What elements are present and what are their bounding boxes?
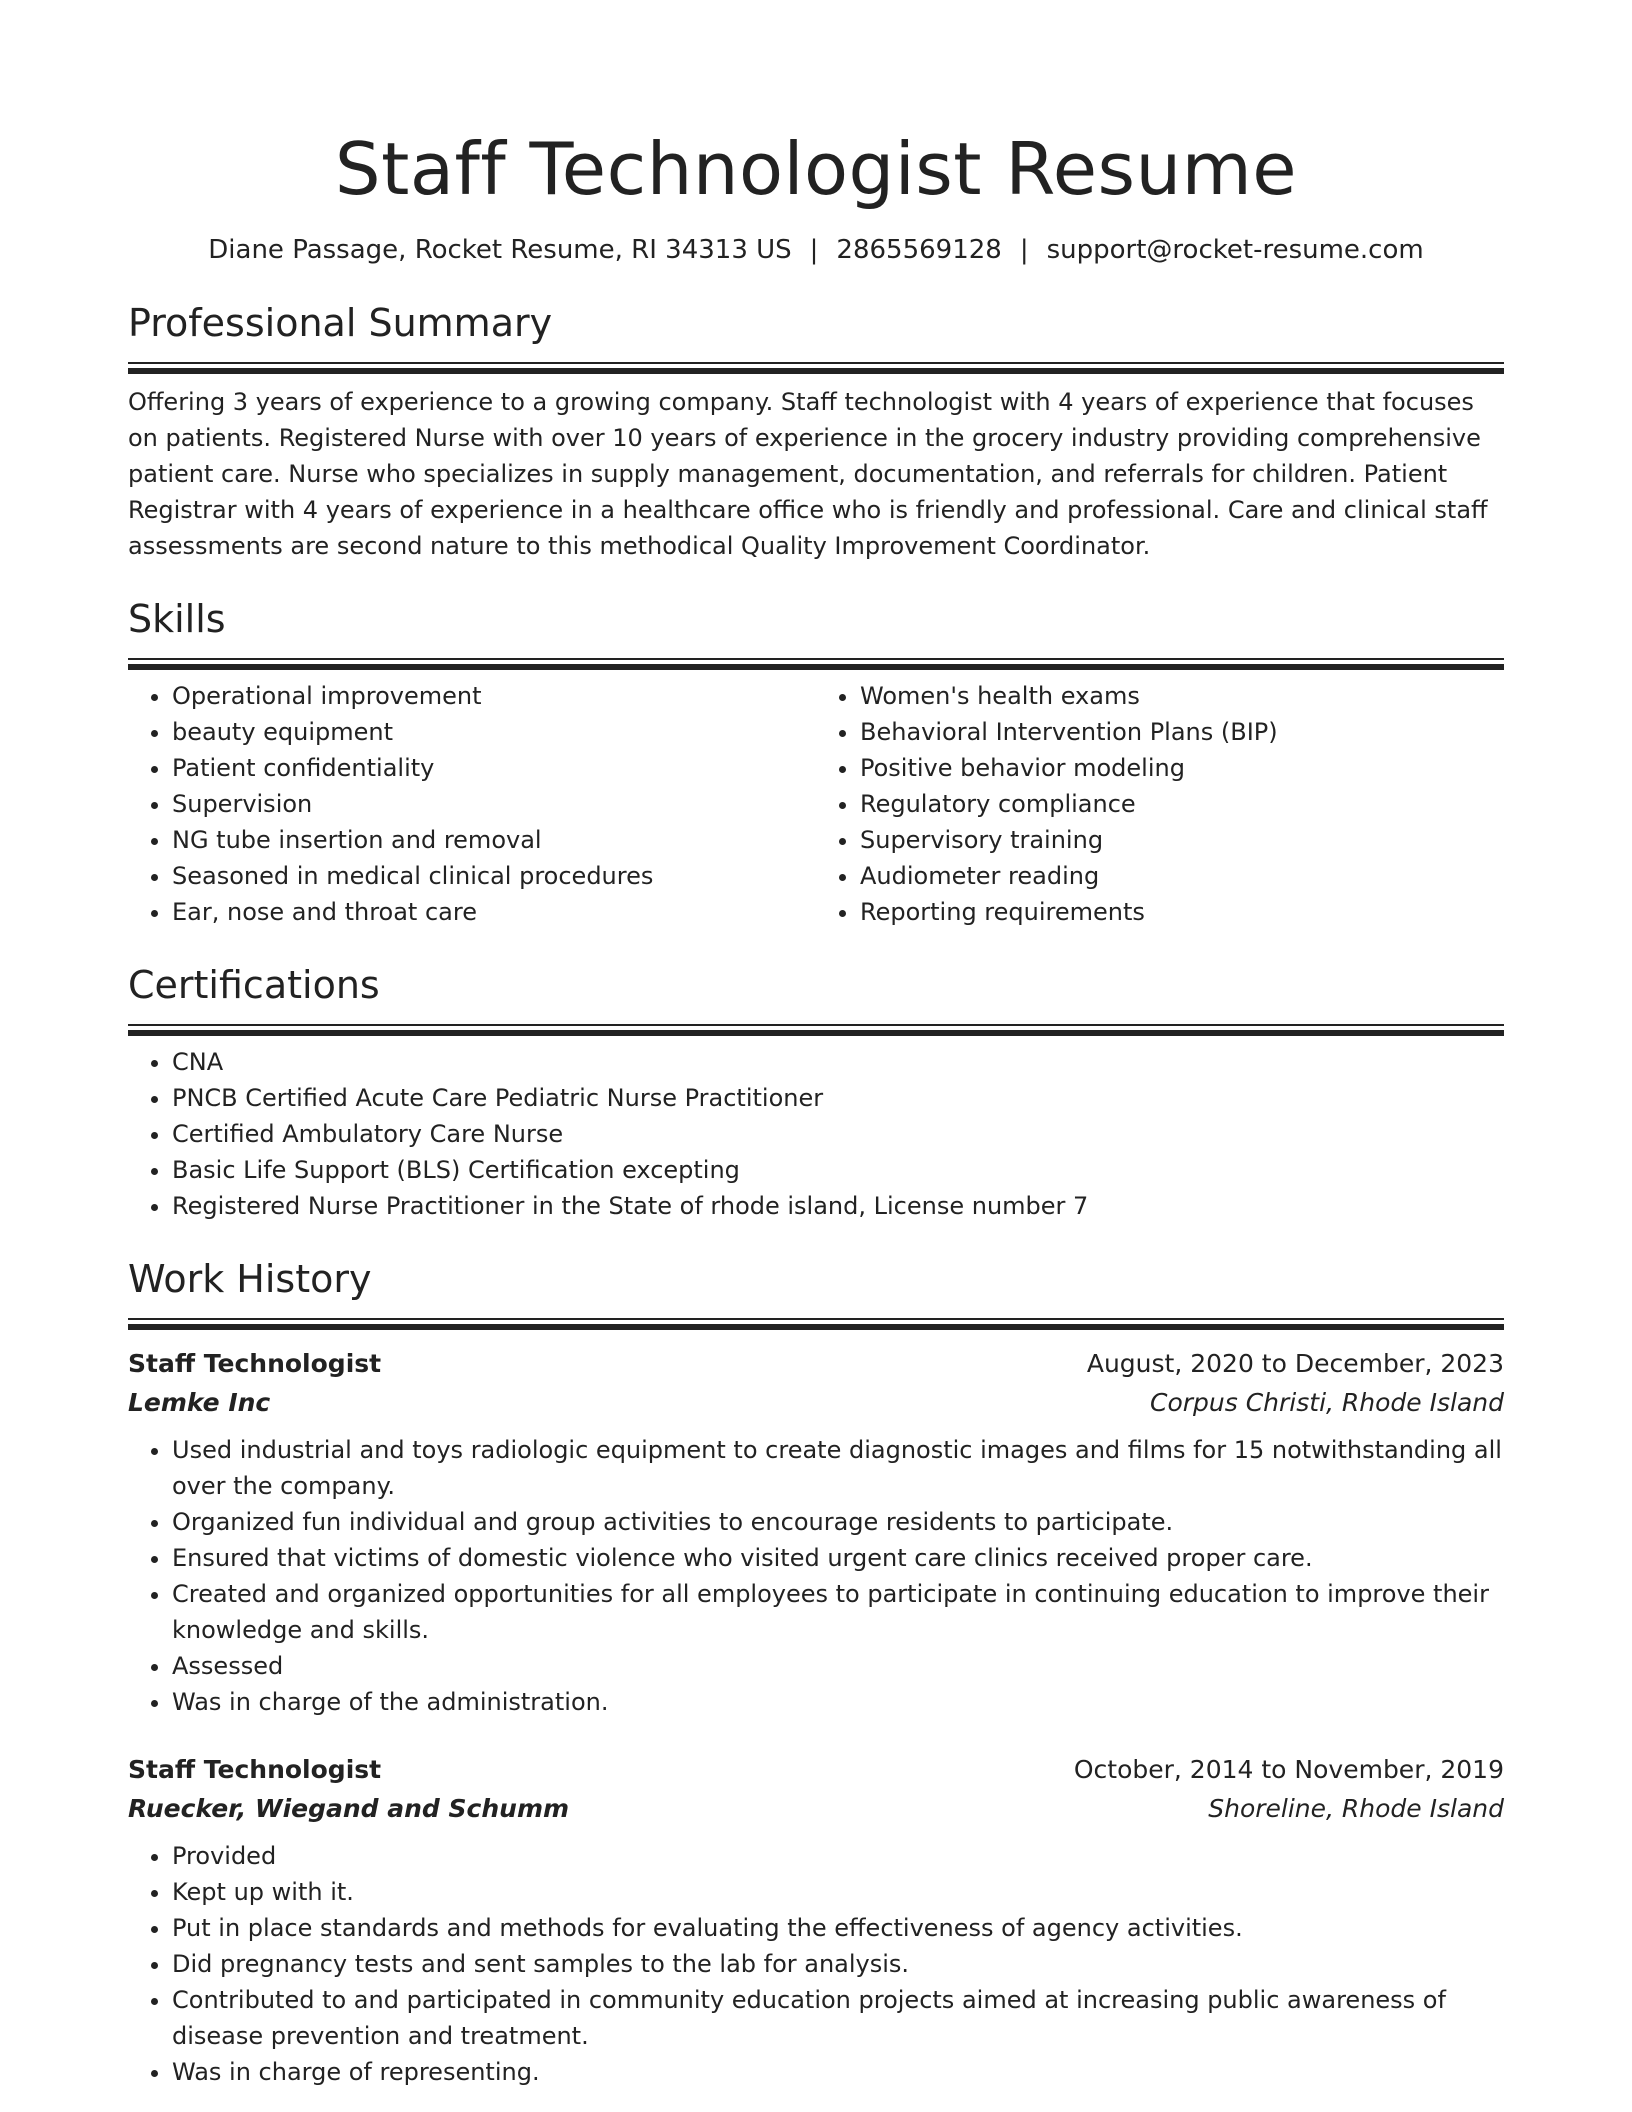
certifications-section: [128, 960, 1504, 1224]
certification-item: • Basic Life Support (BLS) Certification excepting: [172, 1152, 1504, 1188]
job-location: Corpus Christi, Rhode Island: [1150, 1388, 1504, 1417]
job-bullet: • Assessed: [172, 1648, 1504, 1684]
job-company: Lemke Inc: [128, 1388, 271, 1417]
skill-item: • Supervisory training: [860, 822, 1504, 858]
job-bullets: [128, 1432, 1504, 1720]
job-bullet: • Provided: [172, 1838, 1504, 1874]
contact-address: Diane Passage, Rocket Resume, RI 34313 US: [208, 235, 792, 265]
job-bullet: • Was in charge of representing.: [172, 2054, 1504, 2090]
skill-item: • Reporting requirements: [860, 894, 1504, 930]
skills-list-right: [816, 678, 1504, 930]
skill-item: • Patient confidentiality: [172, 750, 816, 786]
skill-item: • Operational improvement: [172, 678, 816, 714]
summary-text: Offering 3 years of experience to a growing company. Staff technologist with 4 years of experience that focuses on patients. Registered Nurse with over 10 years of experience in the grocery industry providing comprehensive patient care. Nurse who specializes in supply management, documentation, and referrals for children. Patient Registrar with 4 years of experience in a healthcare office who is friendly and professional. Care and clinical staff assessments are second nature to this methodical Quality Improvement Coordinator.: [128, 388, 1488, 560]
job-bullet: • Put in place standards and methods for evaluating the effectiveness of agency activities.: [172, 1910, 1504, 1946]
certification-item: • Certified Ambulatory Care Nurse: [172, 1116, 1504, 1152]
skill-item: • Women's health exams: [860, 678, 1504, 714]
skill-item: • Ear, nose and throat care: [172, 894, 816, 930]
skill-item: • Seasoned in medical clinical procedures: [172, 858, 816, 894]
job-header-row: [128, 1750, 1504, 1789]
job-title: Staff Technologist: [128, 1349, 382, 1378]
contact-email: support@rocket-resume.com: [1046, 235, 1424, 265]
certification-item: • CNA: [172, 1044, 1504, 1080]
skills-list-left: [128, 678, 816, 930]
certifications-list: [128, 1044, 1504, 1224]
section-divider: [128, 1024, 1504, 1036]
job-bullet: • Organized fun individual and group activities to encourage residents to participate.: [172, 1504, 1504, 1540]
contact-line: [128, 232, 1504, 268]
certification-item: • PNCB Certified Acute Care Pediatric Nurse Practitioner: [172, 1080, 1504, 1116]
section-divider: [128, 362, 1504, 374]
job-company-row: [128, 1383, 1504, 1422]
skills-heading: Skills: [128, 597, 226, 641]
job-company: Ruecker, Wiegand and Schumm: [128, 1794, 570, 1823]
job-bullet: • Created and organized opportunities for all employees to participate in continuing education to improve their knowledge and skills.: [172, 1576, 1504, 1648]
resume-title: Staff Technologist Resume: [334, 127, 1298, 211]
section-divider: [128, 1318, 1504, 1330]
job-bullet: • Was in charge of the administration.: [172, 1684, 1504, 1720]
skill-item: • Positive behavior modeling: [860, 750, 1504, 786]
skill-item: • Regulatory compliance: [860, 786, 1504, 822]
skill-item: • Behavioral Intervention Plans (BIP): [860, 714, 1504, 750]
job-bullet: • Used industrial and toys radiologic equipment to create diagnostic images and films for 15 notwithstanding all over the company.: [172, 1432, 1504, 1504]
job-bullet: • Did pregnancy tests and sent samples to the lab for analysis.: [172, 1946, 1504, 1982]
contact-separator: |: [1019, 235, 1029, 265]
work-history-section: [128, 1254, 1504, 2090]
skill-item: • beauty equipment: [172, 714, 816, 750]
job-entry: [128, 1344, 1504, 1720]
resume-content: [128, 0, 1504, 2090]
summary-heading: Professional Summary: [128, 301, 553, 345]
job-dates: August, 2020 to December, 2023: [1086, 1349, 1504, 1378]
skills-section: [128, 594, 1504, 930]
contact-separator: |: [809, 235, 819, 265]
job-bullet: • Kept up with it.: [172, 1874, 1504, 1910]
job-bullet: • Contributed to and participated in community education projects aimed at increasing public awareness of disease prevention and treatment.: [172, 1982, 1504, 2054]
skill-item: • Audiometer reading: [860, 858, 1504, 894]
contact-phone: 2865569128: [836, 235, 1002, 265]
job-company-row: [128, 1789, 1504, 1828]
job-header-row: [128, 1344, 1504, 1383]
skill-item: • Supervision: [172, 786, 816, 822]
job-bullets: [128, 1838, 1504, 2090]
certifications-heading: Certifications: [128, 963, 380, 1007]
job-bullet: • Ensured that victims of domestic violence who visited urgent care clinics received proper care.: [172, 1540, 1504, 1576]
job-entry: [128, 1750, 1504, 2090]
summary-section: [128, 298, 1504, 564]
section-divider: [128, 658, 1504, 670]
skills-columns: [128, 670, 1504, 930]
certification-item: • Registered Nurse Practitioner in the State of rhode island, License number 7: [172, 1188, 1504, 1224]
job-title: Staff Technologist: [128, 1755, 382, 1784]
job-location: Shoreline, Rhode Island: [1208, 1794, 1504, 1823]
skill-item: • NG tube insertion and removal: [172, 822, 816, 858]
work-history-heading: Work History: [128, 1257, 372, 1301]
job-dates: October, 2014 to November, 2019: [1073, 1755, 1504, 1784]
